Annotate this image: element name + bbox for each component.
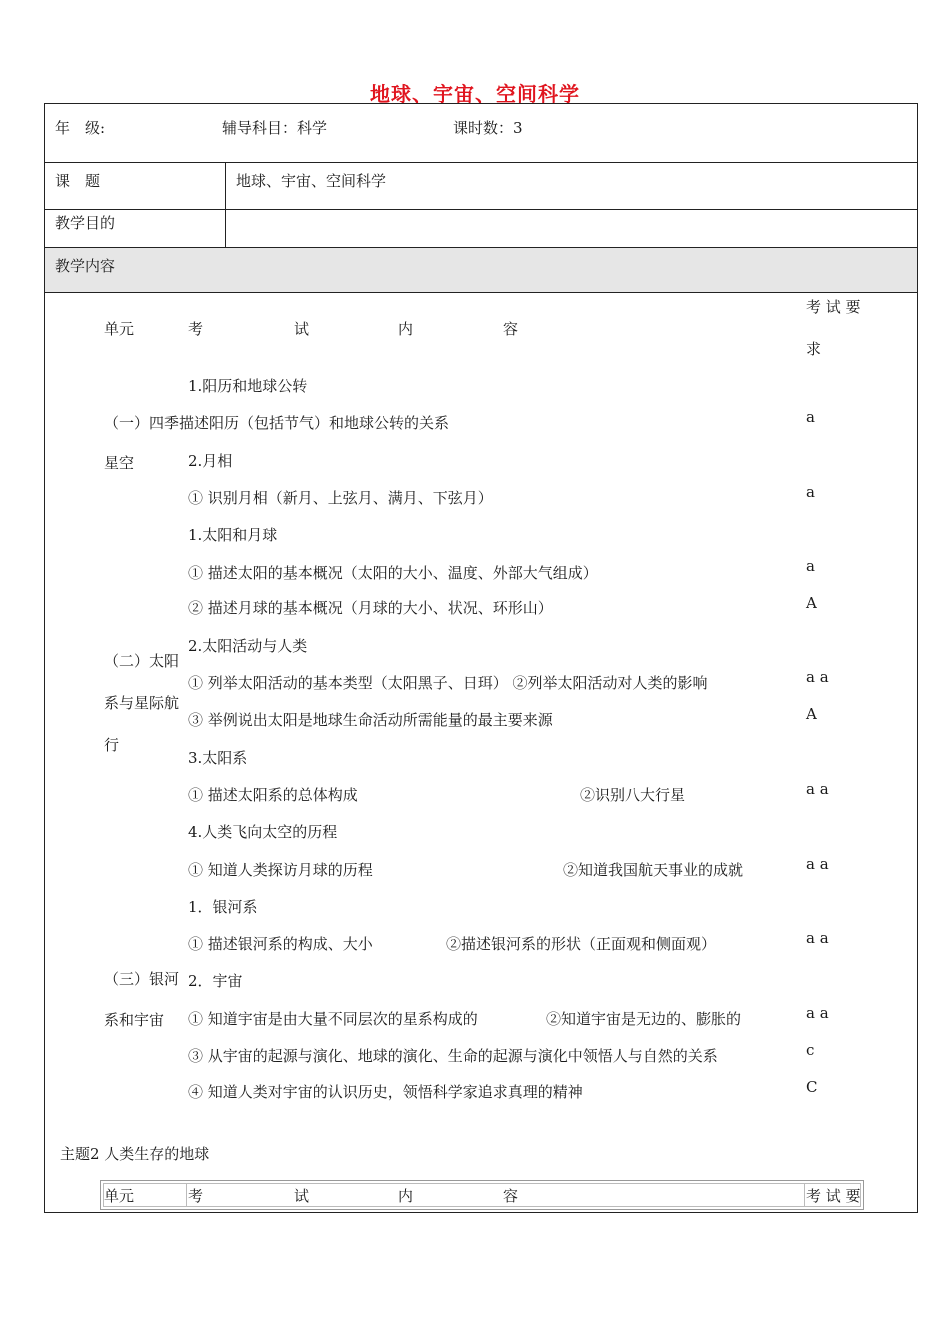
line: ① 知道人类探访月球的历程 xyxy=(188,861,373,879)
req: a xyxy=(806,408,815,426)
line: ① 识别月相（新月、上弦月、满月、下弦月） xyxy=(188,489,493,507)
line: 1.阳历和地球公转 xyxy=(188,377,308,395)
theme2-label: 主题2 人类生存的地球 xyxy=(60,1145,210,1163)
line: ②识别八大行星 xyxy=(580,786,686,804)
col-unit: 单元 xyxy=(104,320,135,338)
topic-label: 课 题 xyxy=(55,172,101,190)
row-divider xyxy=(44,162,918,163)
goal-label: 教学目的 xyxy=(55,214,116,232)
row-divider xyxy=(44,209,918,210)
req: a xyxy=(806,483,815,501)
line: ① 列举太阳活动的基本类型（太阳黑子、日珥） ②列举太阳活动对人类的影响 xyxy=(188,674,708,692)
col-divider xyxy=(225,162,226,247)
col-kao: 考 xyxy=(188,320,204,338)
col-divider xyxy=(804,1183,805,1207)
unit-label: 星空 xyxy=(104,454,135,472)
req: a a xyxy=(806,1004,829,1022)
unit-label: 系与星际航 xyxy=(104,694,180,712)
theme2-col-shi: 试 xyxy=(294,1187,310,1205)
col-shi: 试 xyxy=(294,320,310,338)
grade-label: 年 级: xyxy=(55,119,106,137)
col-nei: 内 xyxy=(398,320,414,338)
line: 1．银河系 xyxy=(188,898,258,916)
topic-value: 地球、宇宙、空间科学 xyxy=(236,172,387,190)
req: c xyxy=(806,1041,815,1059)
line: ③ 从宇宙的起源与演化、地球的演化、生命的起源与演化中领悟人与自然的关系 xyxy=(188,1047,718,1065)
unit-label: （三）银河 xyxy=(104,970,180,988)
hours-label: 课时数：3 xyxy=(453,119,523,137)
req: a a xyxy=(806,668,829,686)
req: a a xyxy=(806,929,829,947)
subject-label: 辅导科目：科学 xyxy=(222,119,328,137)
line: ① 描述银河系的构成、大小 xyxy=(188,935,373,953)
line: ② 描述月球的基本概况（月球的大小、状况、环形山） xyxy=(188,599,553,617)
theme2-col-unit: 单元 xyxy=(104,1187,135,1205)
theme2-col-kao: 考 xyxy=(188,1187,204,1205)
theme2-col-req: 考 试 要 xyxy=(806,1187,861,1205)
req: a a xyxy=(806,780,829,798)
theme2-col-nei: 内 xyxy=(398,1187,414,1205)
theme2-table-inner xyxy=(103,1183,861,1207)
req: a xyxy=(806,557,815,575)
line: ②知道宇宙是无边的、膨胀的 xyxy=(546,1010,742,1028)
col-rong: 容 xyxy=(503,320,519,338)
line: 4.人类飞向太空的历程 xyxy=(188,823,338,841)
unit-label: 系和宇宙 xyxy=(104,1011,165,1029)
line: 2.月相 xyxy=(188,452,233,470)
theme2-col-rong: 容 xyxy=(503,1187,519,1205)
line: 2．宇宙 xyxy=(188,972,243,990)
content-row-bg xyxy=(45,248,917,292)
line: ②知道我国航天事业的成就 xyxy=(563,861,744,879)
col-divider xyxy=(186,1183,187,1207)
line: ① 描述太阳系的总体构成 xyxy=(188,786,358,804)
line: （一）四季描述阳历（包括节气）和地球公转的关系 xyxy=(104,414,450,432)
req: C xyxy=(806,1078,818,1096)
req: a a xyxy=(806,855,829,873)
line: ① 描述太阳的基本概况（太阳的大小、温度、外部大气组成） xyxy=(188,564,598,582)
line: ① 知道宇宙是由大量不同层次的星系构成的 xyxy=(188,1010,478,1028)
line: ②描述银河系的形状（正面观和侧面观） xyxy=(446,935,717,953)
line: 1.太阳和月球 xyxy=(188,526,278,544)
req: A xyxy=(806,594,817,612)
unit-label: 行 xyxy=(104,736,120,754)
page-title: 地球、宇宙、空间科学 xyxy=(370,82,580,106)
col-req-2: 求 xyxy=(806,340,822,358)
row-divider xyxy=(44,292,918,293)
line: ③ 举例说出太阳是地球生命活动所需能量的最主要来源 xyxy=(188,711,553,729)
col-req-1: 考 试 要 xyxy=(806,298,861,316)
line: ④ 知道人类对宇宙的认识历史，领悟科学家追求真理的精神 xyxy=(188,1083,583,1101)
line: 3.太阳系 xyxy=(188,749,248,767)
unit-label: （二）太阳 xyxy=(104,652,180,670)
req: A xyxy=(806,705,817,723)
content-label: 教学内容 xyxy=(55,257,116,275)
line: 2.太阳活动与人类 xyxy=(188,637,308,655)
